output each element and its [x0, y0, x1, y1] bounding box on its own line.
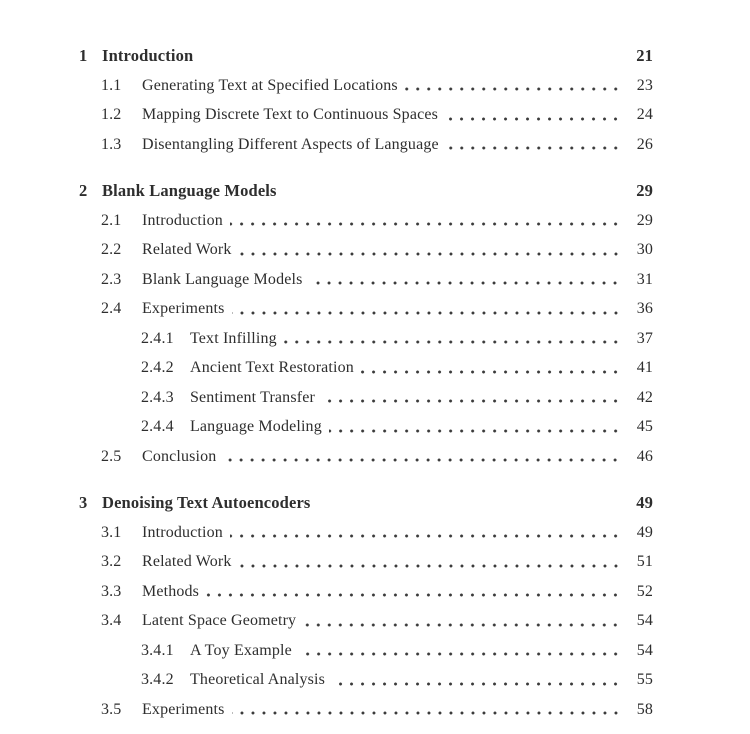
entry-number: 2.2 — [101, 241, 122, 258]
entry-title: Related Work — [142, 241, 232, 258]
toc-entry — [0, 518, 750, 548]
dot-leader — [445, 100, 623, 130]
toc-entry — [0, 41, 750, 71]
entry-page: 37 — [636, 329, 653, 347]
entry-title: Blank Language Models — [102, 181, 277, 200]
entry-page: 49 — [636, 493, 653, 512]
entry-number: 3.3 — [101, 582, 122, 600]
dot-leader — [322, 383, 623, 413]
entry-title: Blank Language Models — [142, 270, 303, 288]
entry-title: Mapping Discrete Text to Continuous Spaces — [142, 106, 438, 123]
dot-leader — [223, 442, 623, 472]
entry-page: 30 — [636, 241, 653, 258]
toc-entry — [0, 636, 750, 666]
entry-number: 1.2 — [101, 106, 122, 123]
dot-leader — [232, 695, 623, 725]
entry-number: 2.4 — [101, 300, 122, 317]
entry-title: Related Work — [142, 553, 232, 570]
entry-page: 24 — [636, 106, 653, 123]
dot-leader — [232, 294, 623, 324]
toc-entry — [0, 442, 750, 472]
dot-leader — [284, 324, 623, 354]
entry-number: 1.3 — [101, 135, 122, 153]
entry-page: 41 — [636, 359, 653, 376]
entry-page: 54 — [636, 612, 653, 629]
dot-leader — [206, 577, 623, 607]
dot-leader — [200, 41, 623, 71]
entry-number: 2.4.2 — [141, 359, 174, 376]
entry-page: 21 — [636, 46, 653, 65]
entry-number: 2.5 — [101, 447, 122, 465]
dot-leader — [284, 176, 623, 206]
dot-leader — [329, 412, 623, 442]
dot-leader — [239, 547, 623, 577]
entry-title: Experiments — [142, 300, 225, 317]
entry-number: 1.1 — [101, 76, 122, 94]
entry-number: 3.4 — [101, 612, 122, 629]
entry-number: 3.4.2 — [141, 671, 174, 688]
entry-title: Introduction — [102, 46, 194, 65]
entry-page: 29 — [636, 181, 653, 200]
dot-leader — [361, 353, 623, 383]
dot-leader — [405, 71, 623, 101]
entry-number: 2.4.4 — [141, 418, 174, 435]
entry-page: 49 — [636, 523, 653, 541]
entry-title: Conclusion — [142, 447, 217, 465]
entry-title: Introduction — [142, 523, 223, 541]
entry-page: 45 — [636, 418, 653, 435]
entry-page: 58 — [636, 700, 653, 718]
entry-number: 3.2 — [101, 553, 122, 570]
toc-entry — [0, 412, 750, 442]
toc-entry — [0, 383, 750, 413]
toc-entry — [0, 100, 750, 130]
entry-title: Disentangling Different Aspects of Language — [142, 135, 439, 153]
entry-page: 36 — [636, 300, 653, 317]
entry-number: 3.5 — [101, 700, 122, 718]
entry-title: Introduction — [142, 211, 223, 229]
entry-number: 2.1 — [101, 211, 122, 229]
entry-number: 2 — [79, 181, 88, 200]
entry-title: Text Infilling — [190, 329, 277, 347]
entry-number: 3.4.1 — [141, 641, 174, 659]
toc-entry — [0, 294, 750, 324]
entry-page: 23 — [636, 76, 653, 94]
entry-page: 51 — [636, 553, 653, 570]
entry-page: 31 — [636, 270, 653, 288]
toc-entry — [0, 265, 750, 295]
entry-page: 46 — [636, 447, 653, 465]
toc-entry — [0, 547, 750, 577]
entry-page: 29 — [636, 211, 653, 229]
entry-number: 2.4.3 — [141, 388, 174, 406]
entry-title: Generating Text at Specified Locations — [142, 76, 398, 94]
toc-entry — [0, 488, 750, 518]
dot-leader — [299, 636, 623, 666]
dot-leader — [332, 665, 623, 695]
entry-page: 42 — [636, 388, 653, 406]
entry-page: 55 — [636, 671, 653, 688]
dot-leader — [318, 488, 624, 518]
entry-number: 3.1 — [101, 523, 122, 541]
toc-entry — [0, 235, 750, 265]
entry-number: 2.3 — [101, 270, 122, 288]
toc-entry — [0, 130, 750, 160]
entry-title: Methods — [142, 582, 200, 600]
entry-title: Latent Space Geometry — [142, 612, 297, 629]
dot-leader — [230, 206, 623, 236]
entry-page: 26 — [636, 135, 653, 153]
toc-entry — [0, 324, 750, 354]
dot-leader — [239, 235, 623, 265]
toc-entry — [0, 206, 750, 236]
entry-title: Ancient Text Restoration — [190, 359, 354, 376]
dot-leader — [230, 518, 623, 548]
entry-title: Language Modeling — [190, 418, 322, 435]
entry-number: 1 — [79, 46, 88, 65]
toc-entry — [0, 606, 750, 636]
entry-title: Theoretical Analysis — [190, 671, 325, 688]
toc-entry — [0, 577, 750, 607]
entry-number: 2.4.1 — [141, 329, 174, 347]
dot-leader — [309, 265, 623, 295]
toc-entry — [0, 176, 750, 206]
entry-title: A Toy Example — [190, 641, 292, 659]
entry-page: 52 — [636, 582, 653, 600]
entry-title: Sentiment Transfer — [190, 388, 315, 406]
entry-title: Experiments — [142, 700, 225, 718]
toc-entry — [0, 71, 750, 101]
toc-entry — [0, 665, 750, 695]
toc-entry — [0, 353, 750, 383]
dot-leader — [446, 130, 623, 160]
entry-page: 54 — [636, 641, 653, 659]
entry-number: 3 — [79, 493, 88, 512]
dot-leader — [303, 606, 623, 636]
entry-title: Denoising Text Autoencoders — [102, 493, 311, 512]
toc-entry — [0, 695, 750, 725]
